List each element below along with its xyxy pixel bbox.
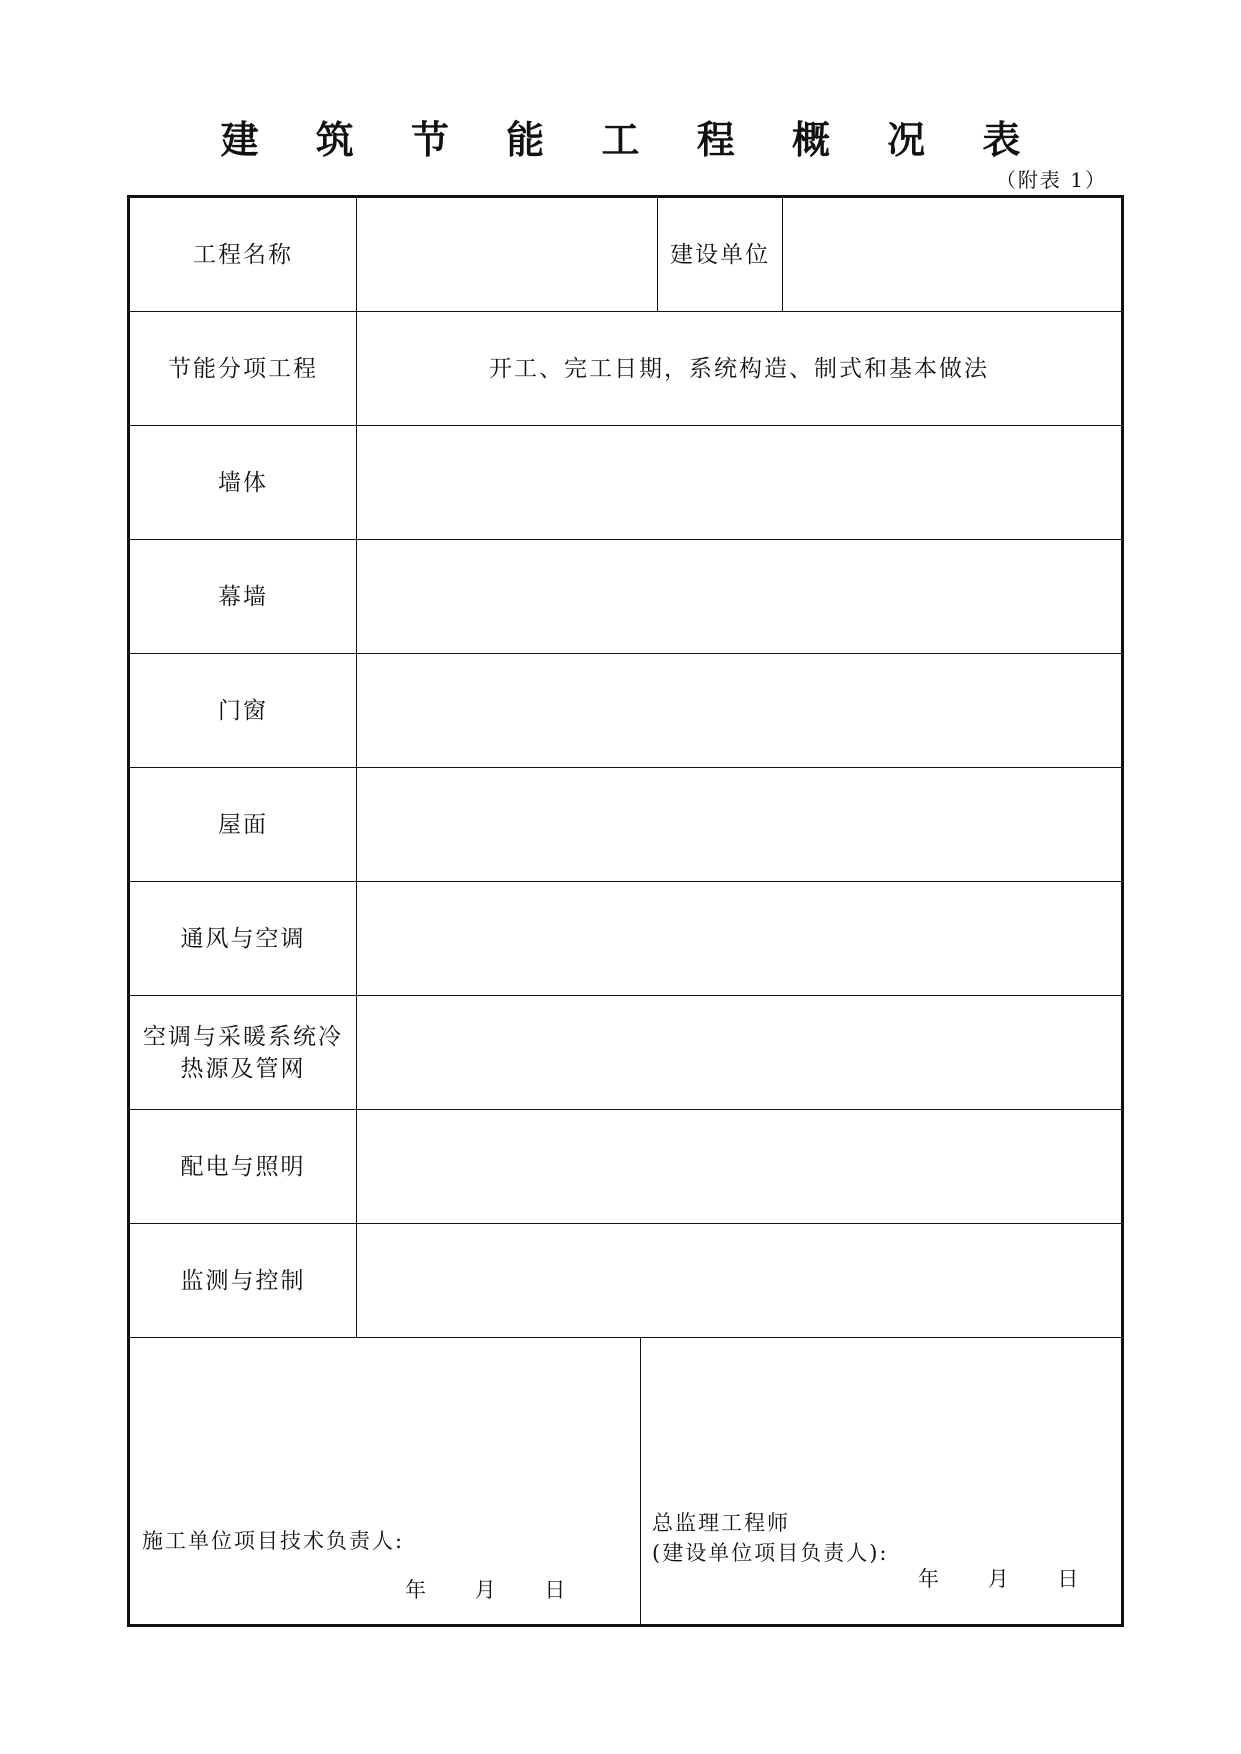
signature-row <box>129 1338 1123 1626</box>
item-label-text: 空调与采暖系统冷热源及管网 <box>143 1023 343 1082</box>
date-year: 年 <box>918 1567 941 1591</box>
table-row <box>129 882 1123 996</box>
table-row <box>129 1110 1123 1224</box>
project-name-field[interactable] <box>357 197 658 312</box>
content-column-header: 开工、完工日期，系统构造、制式和基本做法 <box>357 312 1123 426</box>
column-header-row <box>129 312 1123 426</box>
signature-divider <box>640 1338 641 1624</box>
item-column-header: 节能分项工程 <box>129 312 357 426</box>
supervisor-label-line2: (建设单位项目负责人): <box>652 1541 889 1565</box>
item-label: 幕墙 <box>129 540 357 654</box>
contractor-signature-label: 施工单位项目技术负责人: <box>142 1529 405 1553</box>
item-field[interactable] <box>357 1110 1123 1224</box>
item-field[interactable] <box>357 882 1123 996</box>
table-row <box>129 996 1123 1110</box>
form-title: 建 筑 节 能 工 程 概 况 表 <box>220 117 1043 162</box>
date-month: 月 <box>474 1578 498 1602</box>
item-field[interactable] <box>357 996 1123 1110</box>
item-field[interactable] <box>357 768 1123 882</box>
table-row <box>129 1224 1123 1338</box>
item-label: 墙体 <box>129 426 357 540</box>
item-label: 配电与照明 <box>129 1110 357 1224</box>
item-field[interactable] <box>357 654 1123 768</box>
appendix-number: （附表 1） <box>995 168 1107 192</box>
date-day: 日 <box>544 1578 568 1602</box>
table-row <box>129 654 1123 768</box>
project-overview-table <box>127 195 1124 1627</box>
supervisor-label-line1: 总监理工程师 <box>652 1511 790 1535</box>
table-row <box>129 768 1123 882</box>
item-label: 门窗 <box>129 654 357 768</box>
item-field[interactable] <box>357 1224 1123 1338</box>
item-label: 通风与空调 <box>129 882 357 996</box>
builder-label: 建设单位 <box>658 197 783 312</box>
header-row <box>129 197 1123 312</box>
item-label: 屋面 <box>129 768 357 882</box>
supervisor-signature-date[interactable] <box>918 1563 1118 1595</box>
signature-cell <box>129 1338 1123 1626</box>
builder-field[interactable] <box>783 197 1123 312</box>
item-label <box>129 996 357 1110</box>
contractor-signature-date[interactable] <box>405 1574 605 1606</box>
table-row <box>129 540 1123 654</box>
supervisor-signature-label <box>652 1508 888 1568</box>
date-year: 年 <box>405 1578 428 1602</box>
item-field[interactable] <box>357 540 1123 654</box>
project-name-label: 工程名称 <box>129 197 357 312</box>
table-row <box>129 426 1123 540</box>
date-day: 日 <box>1057 1567 1081 1591</box>
item-label: 监测与控制 <box>129 1224 357 1338</box>
date-month: 月 <box>987 1567 1011 1591</box>
item-field[interactable] <box>357 426 1123 540</box>
